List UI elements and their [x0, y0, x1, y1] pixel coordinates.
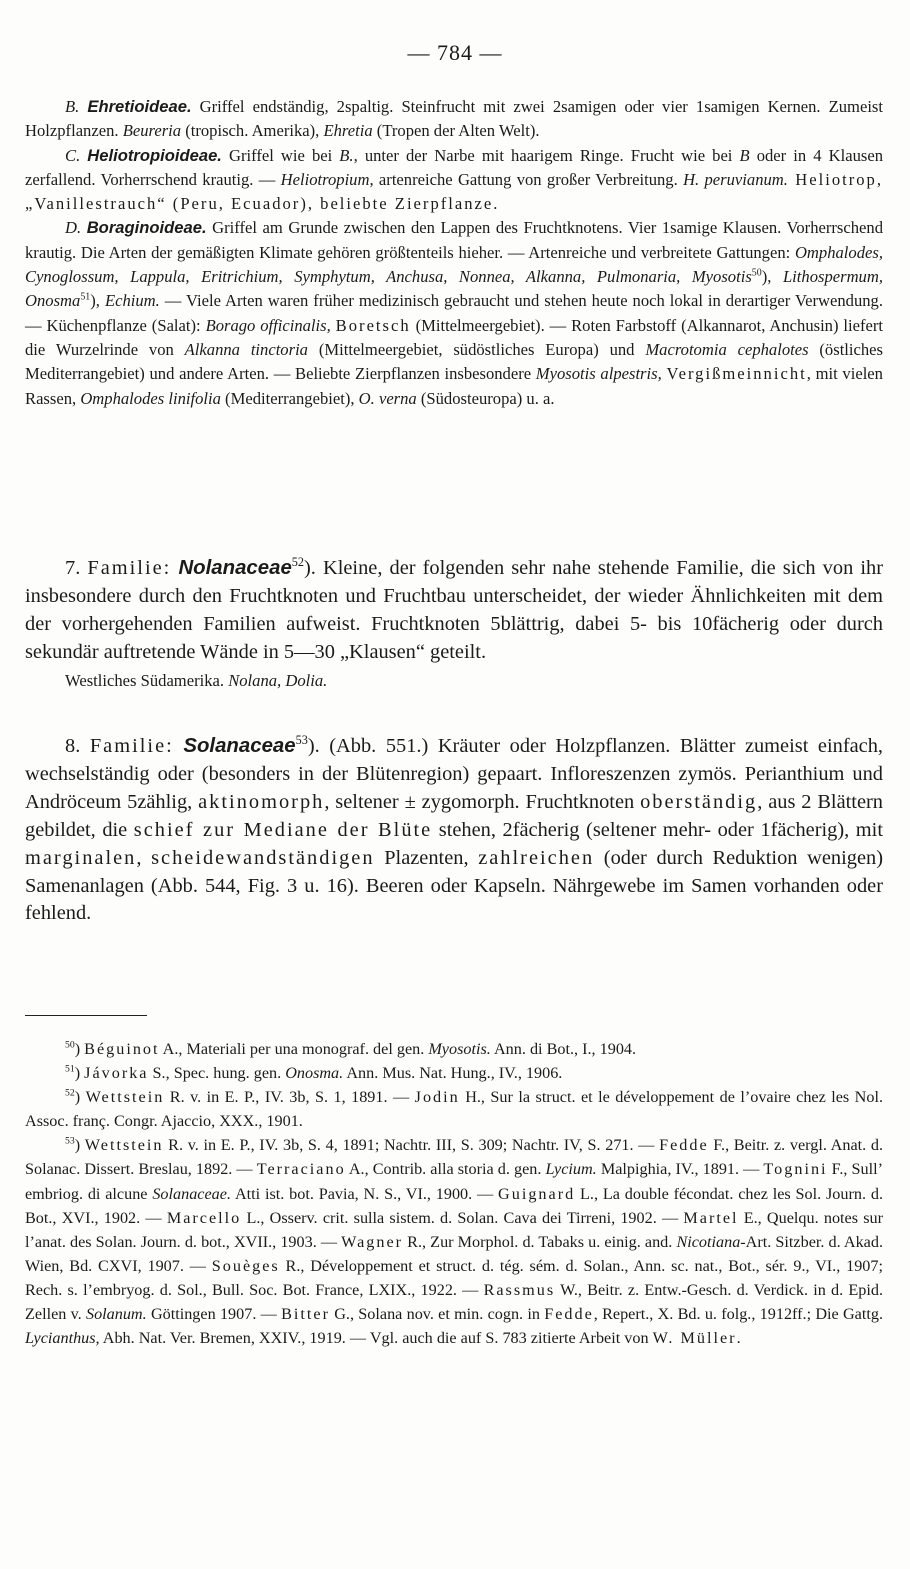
footnote-53: $^{53}$) Wettstein R. v. in E. P., IV. 3b, S. 4, 1891; Nachtr. III, S. 309; Nachtr. IV, S. 271. — Fedde F., Beitr. z. vergl. Anat. d. Solanac. Dissert. Breslau, 1892. — Terraciano A., Contrib. alla storia d. gen. Lycium. Malpighia, IV., 1891. — Tognini F., Sull’ embriog. di alcune Solanaceae. Atti ist. bot. Pavia, N. S., VI., 1900. — Guignard L., La double fécondat. chez les Sol. Journ. d. Bot., XVI., 1902. — Marcello L., Osserv. crit. sulla sistem. d. Solan. Cava dei Tirreni, 1902. — Martel E., Quelqu. notes sur l’anat. des Solan. Journ. d. bot., XVII., 1903. — Wagner R., Zur Morphol. d. Tabaks u. einig. and. Nicotiana-Art. Sitzber. d. Akad. Wien, Bd. CXVI, 1907. — Souèges R., Développement et struct. d. tég. sém. d. Solan., Ann. sc. nat., Bot., sér. 9., VI., 1907; Rech. s. l’embryog. d. Sol., Bull. Soc. Bot. France, LXIX., 1922. — Rassmus W., Beitr. z. Entw.-Gesch. d. Verdick. in d. Epid. Zellen v. Solanum. Göttingen 1907. — Bitter G., Solana nov. et min. cogn. in Fedde, Repert., X. Bd. u. folg., 1912ff.; Die Gattg. Lycianthus, Abh. Nat. Ver. Bremen, XXIV., 1919. — Vgl. auch die auf S. 783 zitierte Arbeit von W. Müller. [25, 1135, 884, 1348]
footnote-ref-50[interactable]: 50 [751, 267, 762, 279]
heading-nolanaceae: Nolanaceae [178, 557, 292, 579]
paragraph-nolanaceae: 7. Familie: Nolanaceae$^{52}$). Kleine, der folgenden sehr nahe stehende Familie, die sich von ihr insbesondere durch den Fruchtknoten und Fruchtbau unterscheidet, der wieder Ähnlichkeiten mit dem der vorhergehenden Familien aufweist. Fruchtknoten 5blättrig, dabei 5- bis 10fächerig oder durch sekundär auftretende Wände in 5—30 „Klausen“ geteilt. [25, 555, 883, 663]
page-number: — 784 — [407, 40, 503, 65]
footnote-ref-51[interactable]: 51 [80, 291, 91, 303]
paragraph-boraginoideae: D. Boraginoideae. Griffel am Grunde zwischen den Lappen des Fruchtknotens. Vier 1samige Klausen. Vorherrschend krautig. Die Arten der gemäßigten Klimate gehören größtenteils hieher. — Artenreiche und verbreitete Gattungen: Omphalodes, Cynoglossum, Lappula, Eritrichium, Symphytum, Anchusa, Nonnea, Alkanna, Pulmonaria, Myosotis$^{50}$), Lithospermum, Onosma$^{51}$), Echium. — Viele Arten waren früher medizinisch gebraucht und stehen heute noch lokal in derartiger Verwendung. — Küchenpflanze (Salat): Borago officinalis, Boretsch (Mittelmeergebiet). — Roten Farbstoff (Alkannarot, Anchusin) liefert die Wurzelrinde von Alkanna tinctoria (Mittelmeergebiet, südöstliches Europa) und Macrotomia cephalotes (östliches Mediterrangebiet) und andere Arten. — Beliebte Zierpflanzen insbesondere Myosotis alpestris, Vergißmeinnicht, mit vielen Rassen, Omphalodes linifolia (Mediterrangebiet), O. verna (Südosteuropa) u. a. [25, 218, 884, 408]
heading-ehretioideae: Ehretioideae. [87, 97, 192, 116]
paragraph-ehretioideae: B. Ehretioideae. Griffel endständig, 2spaltig. Steinfrucht mit zwei 2samigen oder vier 1samigen Kernen. Zumeist Holzpflanzen. Beureria (tropisch. Amerika), Ehretia (Tropen der Alten Welt). [25, 97, 883, 141]
footnote-52: $^{52}$) Wettstein R. v. in E. P., IV. 3b, S. 1, 1891. — Jodin H., Sur la struct. et le développement de l’ovaire chez les Nol. Assoc. franç. Congr. Ajaccio, XXX., 1901. [25, 1087, 884, 1131]
footnote-ref-53[interactable]: 53 [295, 733, 308, 748]
heading-heliotropioideae: Heliotropioideae. [87, 145, 222, 165]
heading-boraginoideae: Boraginoideae. [86, 218, 207, 238]
paragraph-nolanaceae-distribution: Westliches Südamerika. Nolana, Dolia. [65, 670, 328, 690]
subfamily-section [25, 95, 883, 411]
family-solanaceae [25, 733, 883, 928]
footnote-50: $^{50}$) Béguinot A., Materiali per una monograf. del gen. Myosotis. Ann. di Bot., I., 1904. [65, 1039, 637, 1058]
paragraph-heliotropioideae: C. Heliotropioideae. Griffel wie bei B., unter der Narbe mit haarigem Ringe. Frucht wie bei B oder in 4 Klausen zerfallend. Vorherrschend krautig. — Heliotropium, artenreiche Gattung von großer Verbreitung. H. peruvianum. Heliotrop, „Vanillestrauch“ (Peru, Ecuador), beliebte Zierpflanze. [25, 145, 883, 214]
footnote-51: $^{51}$) Jávorka S., Spec. hung. gen. Onosma. Ann. Mus. Nat. Hung., IV., 1906. [65, 1063, 563, 1083]
footnote-divider [25, 1015, 147, 1016]
heading-solanaceae: Solanaceae [183, 735, 296, 757]
footnotes [25, 1037, 883, 1350]
family-nolanaceae [25, 555, 883, 693]
footnote-ref-52[interactable]: 52 [291, 555, 305, 570]
paragraph-solanaceae: 8. Familie: Solanaceae$^{53}$). (Abb. 551.) Kräuter oder Holzpflanzen. Blätter zumeist einfach, wechselständig oder (besonders in der Blütenregion) gepaart. Infloreszenzen zymös. Perianthium und Andröceum 5zählig, aktinomorph, seltener ± zygomorph. Fruchtknoten oberständig, aus 2 Blättern gebildet, die schief zur Mediane der Blüte stehen, 2fächerig (seltener mehr- oder 1fächerig), mit marginalen, scheidewandständigen Plazenten, zahlreichen (oder durch Reduktion wenigen) Samenanlagen (Abb. 544, Fig. 3 u. 16). Beeren oder Kapseln. Nährgewebe im Samen vorhanden oder fehlend. [25, 733, 884, 925]
